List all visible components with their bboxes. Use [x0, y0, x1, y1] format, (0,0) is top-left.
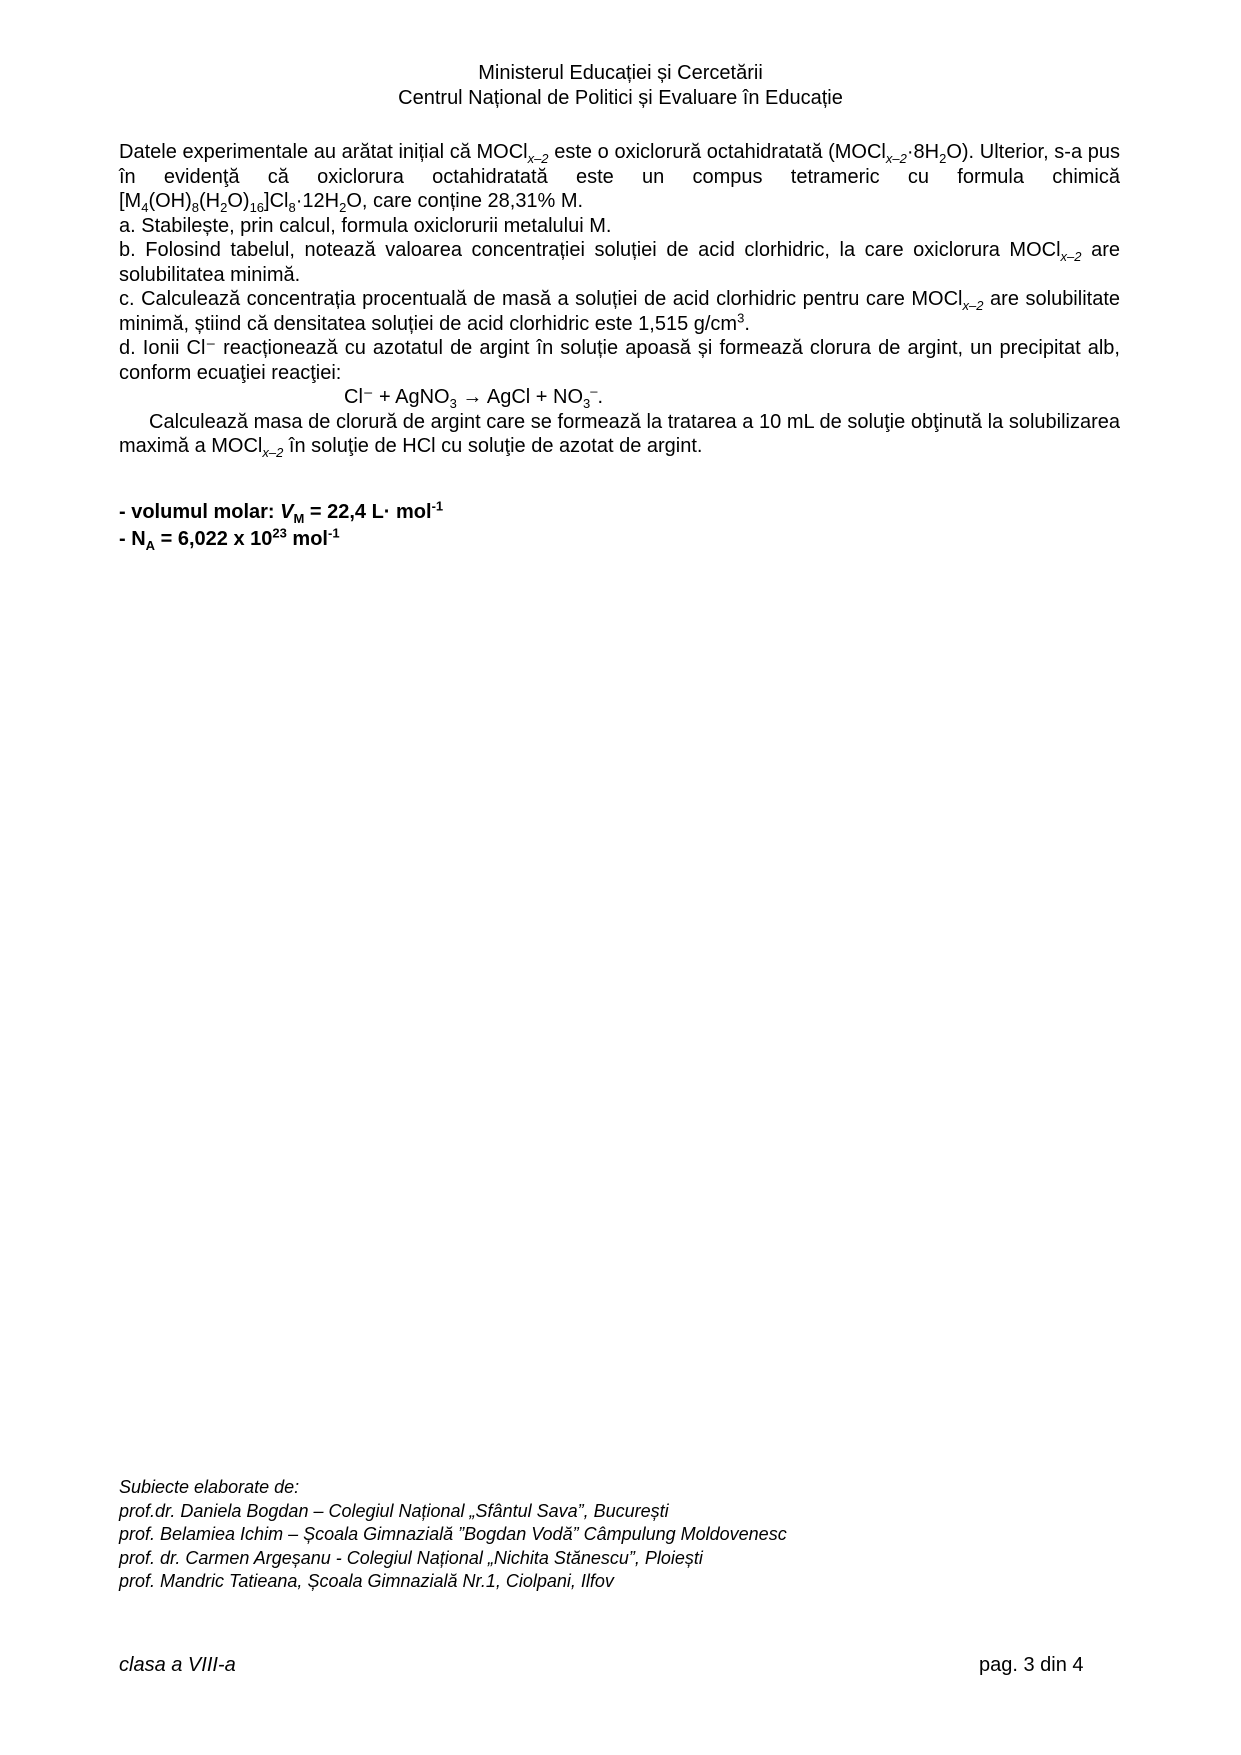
author-line: prof. Mandric Tatieana, Școala Gimnazială Nr.1, Ciolpani, Ilfov	[119, 1571, 614, 1591]
footer-class-label: clasa a VIII-a	[119, 1654, 236, 1676]
reaction-equation: Cl⁻ + AgNO$_3$ → AgCl + $NO_3^-$.	[344, 383, 604, 411]
calculation-task: Calculează masa de clorură de argint care se formează la tratarea a 10 mL de soluţie obţinută la solubilizarea maximă a MOCl$_{x-2}$ în soluţie de HCl cu soluţie de azotat de argint.	[119, 410, 1120, 460]
item-d: d. Ionii Cl⁻ reacționează cu azotatul de argint în soluție apoasă și formează clorura de argint, un precipitat alb, conform ecuaţiei reacţiei:	[119, 337, 1120, 384]
author-line: prof. dr. Carmen Argeșanu - Colegiul Național „Nichita Stănescu”, Ploiești	[119, 1547, 703, 1568]
constants-block	[119, 499, 1120, 553]
item-b: b. Folosind tabelul, notează valoarea concentrației soluției de acid clorhidric, la care oxiclorura MOCl$_{x-2}$ are solubilitatea minimă.	[119, 239, 1120, 286]
avogadro-number: - $N_A = 6,022$ x $10^{23}$ mol$^{-1}$	[119, 524, 340, 553]
ministry-name: Ministerul Educației și Cercetării	[478, 62, 763, 84]
author-line: prof.dr. Daniela Bogdan – Colegiul Național „Sfântul Sava”, București	[119, 1500, 669, 1521]
problem-content	[119, 140, 1120, 553]
authors-block	[119, 1476, 1119, 1594]
item-c: c. Calculează concentrația procentuală de masă a soluției de acid clorhidric pentru care MOCl$_{x-2}$ are solubilitate minimă, știind că densitatea soluției de acid clorhidric este 1,515 $g/cm^3$.	[119, 288, 1121, 335]
molar-volume: - volumul molar: $V_M = 22,4$ L· mol$^{-1}$	[119, 497, 444, 526]
item-a: a. Stabilește, prin calcul, formula oxiclorurii metalului M.	[119, 214, 612, 237]
intro-paragraph: Datele experimentale au arătat inițial că MOCl$_{x-2}$ este o oxiclorură octahidratată $(MOCl_{x-2}\cdot 8H_2O)$. Ulterior, s-a pus în evidenţă că oxiclorura octahidratată este un compus tetrameric cu formula chimică $[M_4(OH)_8(H_2O)_{16}]Cl_8\cdot 12H_2O$, care conține 28,31% M.	[119, 141, 1120, 215]
author-line: prof. Belamiea Ichim – Școala Gimnazială ”Bogdan Vodă” Câmpulung Moldovenesc	[119, 1524, 787, 1544]
footer-page-number: pag. 3 din 4	[979, 1654, 1084, 1676]
page-header	[0, 61, 1241, 111]
authors-heading: Subiecte elaborate de:	[119, 1477, 300, 1497]
center-name: Centrul Național de Politici și Evaluare în Educație	[398, 87, 843, 109]
